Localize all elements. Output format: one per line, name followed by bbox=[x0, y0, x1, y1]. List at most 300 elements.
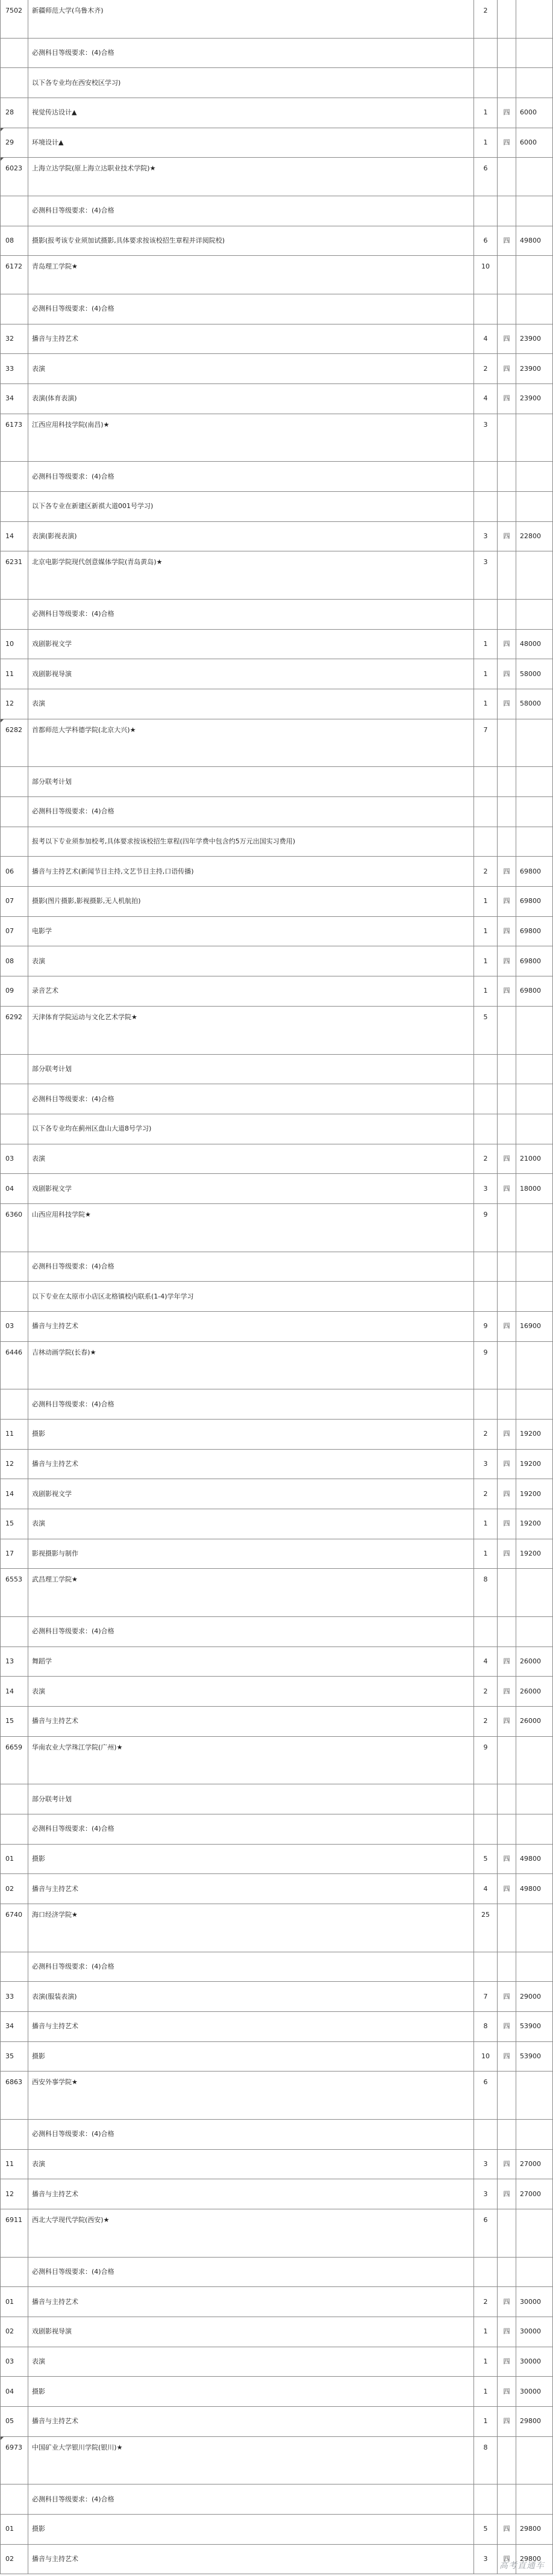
row-code-cell bbox=[0, 1707, 28, 1737]
row-name: 必测科目等级要求：(4)合格 bbox=[32, 1094, 114, 1103]
row-fee-cell bbox=[516, 98, 553, 128]
row-fee-cell bbox=[516, 39, 553, 69]
row-name: 首都师范大学科德学院(北京大兴)★ bbox=[32, 725, 136, 734]
row-plan: 9 bbox=[483, 1743, 488, 1751]
row-code: 14 bbox=[5, 532, 14, 541]
row-name-cell bbox=[28, 1144, 474, 1175]
row-years-cell bbox=[498, 1282, 516, 1312]
row-years-cell bbox=[498, 551, 516, 600]
row-fee: 26000 bbox=[520, 1717, 541, 1725]
row-fee-cell bbox=[516, 1479, 553, 1509]
row-name-cell bbox=[28, 2545, 474, 2575]
row-name-cell bbox=[28, 462, 474, 492]
row-years: 四 bbox=[503, 700, 510, 708]
row-plan-cell bbox=[474, 1342, 498, 1390]
row-plan-cell bbox=[474, 256, 498, 294]
row-fee-cell bbox=[516, 2120, 553, 2150]
row-years-cell bbox=[498, 689, 516, 719]
row-fee-cell bbox=[516, 2407, 553, 2437]
row-plan-cell bbox=[474, 719, 498, 768]
row-fee-cell bbox=[516, 1389, 553, 1420]
row-code-cell bbox=[0, 128, 28, 158]
row-years-cell bbox=[498, 1174, 516, 1204]
row-name-cell bbox=[28, 1389, 474, 1420]
row-name: 表演(服装表演) bbox=[32, 1992, 77, 2000]
row-years-cell bbox=[498, 0, 516, 39]
row-plan: 5 bbox=[483, 1854, 488, 1863]
table-row bbox=[0, 2437, 553, 2485]
table-row bbox=[0, 2287, 553, 2317]
row-code-cell bbox=[0, 1282, 28, 1312]
row-code: 11 bbox=[5, 1430, 14, 1438]
row-code-cell bbox=[0, 1874, 28, 1904]
table-row bbox=[0, 2042, 553, 2072]
row-fee-cell bbox=[516, 1617, 553, 1647]
row-code-cell bbox=[0, 294, 28, 324]
row-name-cell bbox=[28, 2515, 474, 2545]
row-code-cell bbox=[0, 324, 28, 355]
row-years: 四 bbox=[503, 867, 510, 875]
row-name: 播音与主持艺术(新闻节目主持,文艺节目主持,口语传播) bbox=[32, 867, 194, 875]
row-fee: 49800 bbox=[520, 1884, 541, 1893]
row-plan: 3 bbox=[483, 558, 488, 566]
table-row bbox=[0, 492, 553, 522]
row-years: 四 bbox=[503, 2555, 510, 2563]
row-fee: 6000 bbox=[520, 138, 537, 147]
row-name-cell bbox=[28, 2377, 474, 2407]
row-plan-cell bbox=[474, 2484, 498, 2515]
row-years: 四 bbox=[503, 1549, 510, 1557]
row-name: 戏剧影视导演 bbox=[32, 669, 72, 678]
row-name: 戏剧影视文学 bbox=[32, 1184, 72, 1193]
row-code-cell bbox=[0, 630, 28, 660]
row-name-cell bbox=[28, 2407, 474, 2437]
table-row bbox=[0, 2179, 553, 2209]
row-code-cell bbox=[0, 1784, 28, 1814]
table-row bbox=[0, 1539, 553, 1569]
row-code-cell bbox=[0, 719, 28, 768]
row-fee: 19200 bbox=[520, 1519, 541, 1528]
row-name: 电影学 bbox=[32, 927, 52, 936]
row-name: 舞蹈学 bbox=[32, 1657, 52, 1665]
row-fee-cell bbox=[516, 1569, 553, 1617]
row-plan-cell bbox=[474, 1114, 498, 1144]
row-name: 摄影 bbox=[32, 2387, 45, 2395]
row-code-cell bbox=[0, 384, 28, 414]
row-plan: 9 bbox=[483, 1210, 488, 1218]
row-fee: 23900 bbox=[520, 364, 541, 373]
row-code-cell bbox=[0, 158, 28, 196]
row-name: 播音与主持艺术 bbox=[32, 2555, 78, 2563]
row-name-cell bbox=[28, 2258, 474, 2288]
row-years-cell bbox=[498, 797, 516, 827]
row-years-cell bbox=[498, 492, 516, 522]
row-years-cell bbox=[498, 1007, 516, 1055]
row-fee-cell bbox=[516, 2209, 553, 2258]
table-row bbox=[0, 767, 553, 797]
row-fee-cell bbox=[516, 256, 553, 294]
row-years: 四 bbox=[503, 1459, 510, 1468]
table-row bbox=[0, 917, 553, 947]
row-plan: 1 bbox=[483, 640, 488, 648]
row-name: 必测科目等级要求：(4)合格 bbox=[32, 1262, 114, 1270]
row-plan: 2 bbox=[483, 1687, 488, 1695]
row-code: 03 bbox=[5, 2357, 14, 2366]
row-years-cell bbox=[498, 462, 516, 492]
row-name: 必测科目等级要求：(4)合格 bbox=[32, 49, 114, 57]
row-years-cell bbox=[498, 600, 516, 630]
row-plan-cell bbox=[474, 551, 498, 600]
table-row bbox=[0, 1450, 553, 1480]
row-name-cell bbox=[28, 256, 474, 294]
row-fee: 30000 bbox=[520, 2387, 541, 2395]
table-row bbox=[0, 1569, 553, 1617]
row-code: 6282 bbox=[5, 725, 22, 734]
row-plan: 7 bbox=[483, 1992, 488, 2000]
row-fee-cell bbox=[516, 1952, 553, 1982]
row-name-cell bbox=[28, 1204, 474, 1252]
row-code-cell bbox=[0, 2012, 28, 2042]
row-plan-cell bbox=[474, 2150, 498, 2180]
row-name-cell bbox=[28, 827, 474, 857]
row-name: 必测科目等级要求：(4)合格 bbox=[32, 1400, 114, 1408]
table-row bbox=[0, 256, 553, 294]
row-code-cell bbox=[0, 917, 28, 947]
table-row bbox=[0, 0, 553, 39]
row-plan-cell bbox=[474, 689, 498, 719]
row-code-cell bbox=[0, 1479, 28, 1509]
row-code: 32 bbox=[5, 335, 14, 343]
row-fee-cell bbox=[516, 1204, 553, 1252]
row-years: 四 bbox=[503, 1322, 510, 1330]
row-plan: 4 bbox=[483, 335, 488, 343]
row-fee-cell bbox=[516, 1539, 553, 1569]
row-code-cell bbox=[0, 226, 28, 256]
row-fee-cell bbox=[516, 1282, 553, 1312]
row-fee-cell bbox=[516, 1982, 553, 2012]
row-years-cell bbox=[498, 1982, 516, 2012]
row-fee: 16900 bbox=[520, 1322, 541, 1330]
row-years-cell bbox=[498, 2407, 516, 2437]
row-plan: 2 bbox=[483, 867, 488, 875]
row-plan-cell bbox=[474, 1282, 498, 1312]
row-code: 7502 bbox=[5, 7, 22, 14]
table-row bbox=[0, 2515, 553, 2545]
row-years: 四 bbox=[503, 927, 510, 936]
row-code-cell bbox=[0, 2484, 28, 2515]
row-name: 表演 bbox=[32, 2160, 45, 2168]
row-fee-cell bbox=[516, 1144, 553, 1175]
row-name: 播音与主持艺术 bbox=[32, 2297, 78, 2306]
row-name-cell bbox=[28, 1539, 474, 1569]
row-plan: 9 bbox=[483, 1322, 488, 1330]
row-plan-cell bbox=[474, 1617, 498, 1647]
row-name: 西安外事学院★ bbox=[32, 2078, 78, 2087]
row-code-cell bbox=[0, 1737, 28, 1785]
row-plan-cell bbox=[474, 1952, 498, 1982]
row-years-cell bbox=[498, 1952, 516, 1982]
row-fee-cell bbox=[516, 1420, 553, 1450]
row-name-cell bbox=[28, 128, 474, 158]
row-name: 摄影(图片摄影,影视摄影,无人机航拍) bbox=[32, 897, 141, 905]
row-name-cell bbox=[28, 522, 474, 552]
row-code: 6172 bbox=[5, 262, 22, 271]
row-code: 29 bbox=[5, 138, 14, 147]
row-name-cell bbox=[28, 0, 474, 39]
row-name: 以下各专业均在蓟州区盘山大道8号学习) bbox=[32, 1125, 152, 1133]
row-name: 上海立达学院(原上海立达职业技术学院)★ bbox=[32, 164, 156, 173]
row-code-cell bbox=[0, 1952, 28, 1982]
row-plan: 1 bbox=[483, 987, 488, 995]
row-name: 必测科目等级要求：(4)合格 bbox=[32, 1825, 114, 1833]
row-plan: 9 bbox=[483, 1348, 488, 1356]
row-name: 视觉传达设计▲ bbox=[32, 108, 77, 117]
row-fee-cell bbox=[516, 551, 553, 600]
row-years: 四 bbox=[503, 1884, 510, 1893]
row-plan-cell bbox=[474, 294, 498, 324]
row-plan-cell bbox=[474, 1312, 498, 1342]
row-plan: 6 bbox=[483, 164, 488, 173]
row-name-cell bbox=[28, 2287, 474, 2317]
row-name: 报考以下专业须参加校考,具体要求按该校招生章程(四年学费中包含约5万元出国实习费用) bbox=[32, 837, 296, 846]
row-fee-cell bbox=[516, 384, 553, 414]
row-code: 28 bbox=[5, 108, 14, 117]
row-years-cell bbox=[498, 719, 516, 768]
row-code: 17 bbox=[5, 1549, 14, 1557]
row-code: 6740 bbox=[5, 1910, 22, 1919]
row-years: 四 bbox=[503, 335, 510, 343]
row-fee-cell bbox=[516, 2437, 553, 2485]
row-plan: 6 bbox=[483, 237, 488, 245]
row-code: 12 bbox=[5, 700, 14, 708]
row-years-cell bbox=[498, 1055, 516, 1085]
row-plan-cell bbox=[474, 2437, 498, 2485]
row-years: 四 bbox=[503, 1519, 510, 1528]
row-name-cell bbox=[28, 1707, 474, 1737]
table-row bbox=[0, 324, 553, 355]
row-years-cell bbox=[498, 1312, 516, 1342]
row-fee-cell bbox=[516, 2377, 553, 2407]
row-plan-cell bbox=[474, 887, 498, 917]
row-name-cell bbox=[28, 384, 474, 414]
row-years-cell bbox=[498, 1144, 516, 1175]
row-code: 10 bbox=[5, 640, 14, 648]
row-name-cell bbox=[28, 39, 474, 69]
row-years: 四 bbox=[503, 364, 510, 373]
row-fee: 26000 bbox=[520, 1687, 541, 1695]
row-code-cell bbox=[0, 1539, 28, 1569]
row-plan-cell bbox=[474, 158, 498, 196]
row-fee: 30000 bbox=[520, 2297, 541, 2306]
row-code: 03 bbox=[5, 1322, 14, 1330]
row-plan-cell bbox=[474, 1204, 498, 1252]
row-code: 08 bbox=[5, 237, 14, 245]
table-row bbox=[0, 719, 553, 768]
row-plan-cell bbox=[474, 1389, 498, 1420]
row-fee: 29800 bbox=[520, 2417, 541, 2425]
row-years-cell bbox=[498, 2150, 516, 2180]
row-code-cell bbox=[0, 857, 28, 887]
row-code-cell bbox=[0, 659, 28, 689]
row-years-cell bbox=[498, 1450, 516, 1480]
row-name: 江西应用科技学院(南昌)★ bbox=[32, 420, 110, 429]
row-years-cell bbox=[498, 2515, 516, 2545]
row-fee-cell bbox=[516, 1707, 553, 1737]
row-name: 摄影 bbox=[32, 1430, 45, 1438]
row-plan: 4 bbox=[483, 394, 488, 403]
row-years-cell bbox=[498, 2042, 516, 2072]
row-name-cell bbox=[28, 2347, 474, 2377]
row-code-cell bbox=[0, 1982, 28, 2012]
row-plan-cell bbox=[474, 797, 498, 827]
row-code-cell bbox=[0, 1084, 28, 1114]
row-code-cell bbox=[0, 2317, 28, 2347]
row-code-cell bbox=[0, 1055, 28, 1085]
row-code: 02 bbox=[5, 2327, 14, 2336]
row-code-cell bbox=[0, 1342, 28, 1390]
row-years-cell bbox=[498, 324, 516, 355]
row-plan-cell bbox=[474, 0, 498, 39]
row-years-cell bbox=[498, 128, 516, 158]
row-name: 播音与主持艺术 bbox=[32, 1717, 78, 1725]
row-name-cell bbox=[28, 1784, 474, 1814]
row-years-cell bbox=[498, 630, 516, 660]
row-name-cell bbox=[28, 158, 474, 196]
table-row bbox=[0, 158, 553, 196]
row-years: 四 bbox=[503, 640, 510, 648]
row-code: 6231 bbox=[5, 558, 22, 566]
row-code-cell bbox=[0, 1677, 28, 1707]
row-name: 录音艺术 bbox=[32, 987, 58, 995]
row-plan: 2 bbox=[483, 1430, 488, 1438]
row-name-cell bbox=[28, 689, 474, 719]
table-row bbox=[0, 1479, 553, 1509]
row-fee: 29800 bbox=[520, 2525, 541, 2533]
row-plan: 7 bbox=[483, 725, 488, 734]
row-name: 必测科目等级要求：(4)合格 bbox=[32, 2268, 114, 2276]
table-row bbox=[0, 1420, 553, 1450]
table-row bbox=[0, 354, 553, 384]
row-fee-cell bbox=[516, 492, 553, 522]
row-plan-cell bbox=[474, 2317, 498, 2347]
row-code-cell bbox=[0, 2179, 28, 2209]
row-plan-cell bbox=[474, 2179, 498, 2209]
row-code: 06 bbox=[5, 867, 14, 875]
row-fee: 53900 bbox=[520, 2022, 541, 2031]
row-years: 四 bbox=[503, 897, 510, 905]
row-years-cell bbox=[498, 1569, 516, 1617]
row-years-cell bbox=[498, 2072, 516, 2120]
row-plan-cell bbox=[474, 462, 498, 492]
row-plan-cell bbox=[474, 1007, 498, 1055]
row-plan-cell bbox=[474, 2209, 498, 2258]
row-plan-cell bbox=[474, 1845, 498, 1875]
row-years-cell bbox=[498, 857, 516, 887]
row-fee-cell bbox=[516, 226, 553, 256]
row-fee-cell bbox=[516, 827, 553, 857]
row-code-cell bbox=[0, 1617, 28, 1647]
table-row bbox=[0, 1737, 553, 1785]
row-fee-cell bbox=[516, 294, 553, 324]
row-years: 四 bbox=[503, 987, 510, 995]
row-name: 必测科目等级要求：(4)合格 bbox=[32, 206, 114, 215]
row-fee-cell bbox=[516, 2484, 553, 2515]
row-code-cell bbox=[0, 1509, 28, 1539]
row-plan: 2 bbox=[483, 1154, 488, 1162]
row-name: 以下专业在太原市小店区北格镇校内联系(1-4)学年学习 bbox=[32, 1292, 194, 1300]
row-name: 播音与主持艺术 bbox=[32, 2190, 78, 2198]
row-name: 部分联考计划 bbox=[32, 1064, 72, 1073]
row-code: 12 bbox=[5, 2190, 14, 2198]
table-row bbox=[0, 196, 553, 226]
row-name: 表演 bbox=[32, 1519, 45, 1528]
row-plan-cell bbox=[474, 384, 498, 414]
row-plan: 3 bbox=[483, 2160, 488, 2168]
table-row bbox=[0, 1874, 553, 1904]
row-plan-cell bbox=[474, 659, 498, 689]
row-name-cell bbox=[28, 1569, 474, 1617]
row-plan: 1 bbox=[483, 700, 488, 708]
row-plan-cell bbox=[474, 1252, 498, 1282]
table-row bbox=[0, 976, 553, 1007]
table-row bbox=[0, 2012, 553, 2042]
row-fee-cell bbox=[516, 659, 553, 689]
row-code-cell bbox=[0, 887, 28, 917]
row-name-cell bbox=[28, 2012, 474, 2042]
table-row bbox=[0, 128, 553, 158]
row-plan: 3 bbox=[483, 1459, 488, 1468]
table-row bbox=[0, 887, 553, 917]
row-code: 33 bbox=[5, 364, 14, 373]
row-years-cell bbox=[498, 2287, 516, 2317]
row-plan-cell bbox=[474, 1420, 498, 1450]
row-name-cell bbox=[28, 551, 474, 600]
row-fee-cell bbox=[516, 630, 553, 660]
row-fee-cell bbox=[516, 2042, 553, 2072]
row-name-cell bbox=[28, 1737, 474, 1785]
row-name: 戏剧影视文学 bbox=[32, 640, 72, 648]
row-fee-cell bbox=[516, 1784, 553, 1814]
row-fee: 69800 bbox=[520, 897, 541, 905]
row-name-cell bbox=[28, 1450, 474, 1480]
row-fee-cell bbox=[516, 0, 553, 39]
row-fee-cell bbox=[516, 600, 553, 630]
table-row bbox=[0, 1114, 553, 1144]
table-row bbox=[0, 551, 553, 600]
row-name: 播音与主持艺术 bbox=[32, 2417, 78, 2425]
row-name-cell bbox=[28, 68, 474, 98]
row-plan-cell bbox=[474, 1144, 498, 1175]
row-years: 四 bbox=[503, 2022, 510, 2031]
row-name: 必测科目等级要求：(4)合格 bbox=[32, 1962, 114, 1970]
row-plan: 10 bbox=[481, 2052, 490, 2060]
table-row bbox=[0, 2545, 553, 2575]
row-code-cell bbox=[0, 1904, 28, 1952]
row-plan: 10 bbox=[481, 262, 490, 271]
row-code: 03 bbox=[5, 1154, 14, 1162]
row-plan: 2 bbox=[483, 364, 488, 373]
row-years-cell bbox=[498, 1677, 516, 1707]
row-code: 12 bbox=[5, 1459, 14, 1468]
row-years: 四 bbox=[503, 2417, 510, 2425]
row-plan: 1 bbox=[483, 138, 488, 147]
row-code: 6360 bbox=[5, 1210, 22, 1218]
table-row bbox=[0, 1174, 553, 1204]
table-row bbox=[0, 630, 553, 660]
row-code: 15 bbox=[5, 1717, 14, 1725]
row-plan: 2 bbox=[483, 1717, 488, 1725]
table-row bbox=[0, 827, 553, 857]
